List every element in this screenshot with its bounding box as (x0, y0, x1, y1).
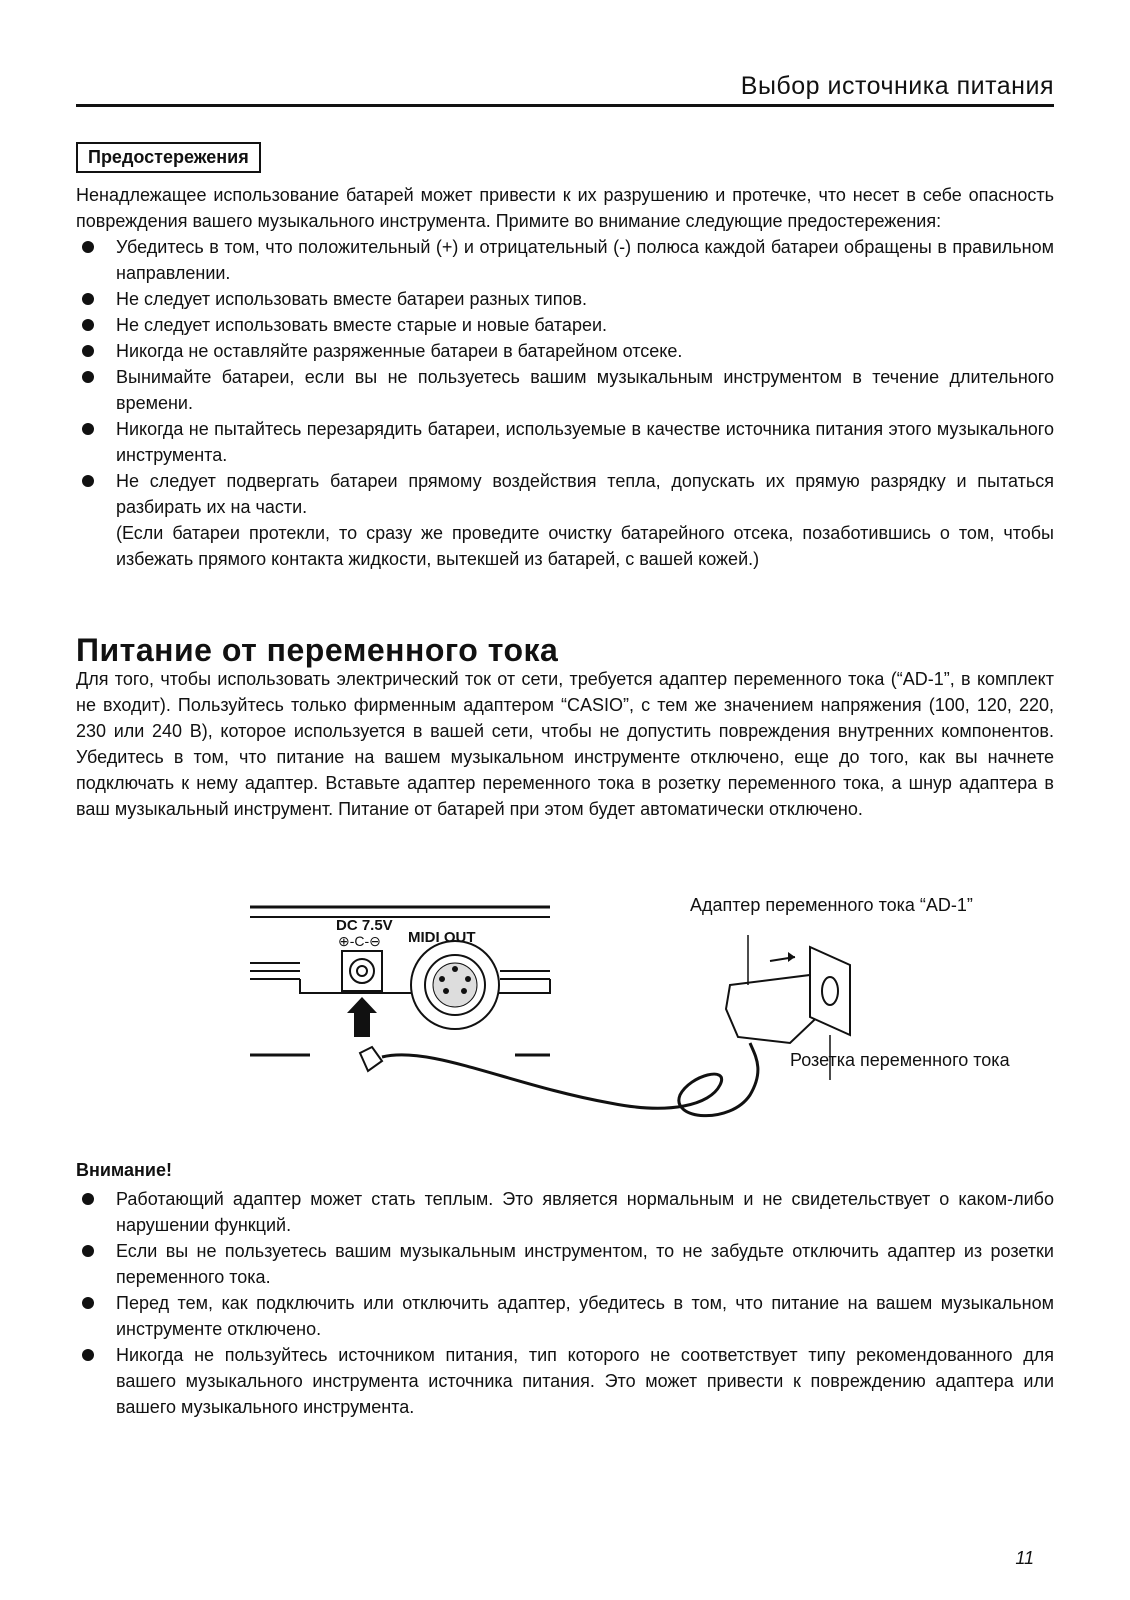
bullet-icon (82, 1297, 94, 1309)
adapter-label: Адаптер переменного тока “AD-1” (690, 895, 973, 915)
list-item: Не следует использовать вместе старые и новые батареи. (76, 312, 1054, 338)
bullet-icon (82, 475, 94, 487)
attention-heading: Внимание! (76, 1160, 172, 1180)
polarity-symbol: ⊕-C-⊖ (338, 933, 381, 949)
bullet-icon (82, 423, 94, 435)
midi-out-label: MIDI OUT (408, 929, 476, 946)
bullet-icon (82, 345, 94, 357)
dc-jack-label: DC 7.5V (336, 917, 393, 934)
list-item: Никогда не оставляйте разряженные батареи в батарейном отсеке. (76, 338, 1054, 364)
bullet-icon (82, 319, 94, 331)
list-item: Вынимайте батареи, если вы не пользуетесь вашим музыкальным инструментом в течение длительного времени. (76, 364, 1054, 416)
bullet-icon (82, 293, 94, 305)
bullet-icon (82, 1245, 94, 1257)
section-header-title: Выбор источника питания (740, 72, 1054, 100)
list-item: Работающий адаптер может стать теплым. Это является нормальным и не свидетельствует о каком-либо нарушении функций. (76, 1186, 1054, 1238)
attention-list (76, 1186, 1054, 1420)
list-item: Не следует подвергать батареи прямому воздействия тепла, допускать их прямую разрядку и пытаться разбирать их на части. (76, 468, 1054, 520)
list-item: Не следует использовать вместе батареи разных типов. (76, 286, 1054, 312)
ac-section-title: Питание от переменного тока (76, 632, 559, 668)
bullet-icon (82, 1349, 94, 1361)
precautions-label: Предостережения (76, 142, 261, 173)
list-item: Никогда не пользуйтесь источником питания, тип которого не соответствует типу рекомендованного для вашего музыкального инструмента источника питания. Это может привести к повреждению адаптера или вашего музыкального инструмента. (76, 1342, 1054, 1420)
page-number: 11 (1015, 1548, 1034, 1568)
bullet-icon (82, 241, 94, 253)
bullet-icon (82, 371, 94, 383)
precautions-note: (Если батареи протекли, то сразу же проведите очистку батарейного отсека, позаботившись о том, чтобы избежать прямого контакта жидкости, вытекшей из батарей, с вашей кожей.) (116, 523, 1054, 569)
header-rule (76, 104, 1054, 107)
list-item: Убедитесь в том, что положительный (+) и отрицательный (-) полюса каждой батареи обращены в правильном направлении. (76, 234, 1054, 286)
bullet-icon (82, 1193, 94, 1205)
adapter-connection-diagram (250, 895, 1050, 1145)
list-item: Если вы не пользуетесь вашим музыкальным инструментом, то не забудьте отключить адаптер из розетки переменного тока. (76, 1238, 1054, 1290)
list-item: Никогда не пытайтесь перезарядить батареи, используемые в качестве источника питания этого музыкального инструмента. (76, 416, 1054, 468)
precautions-list (76, 234, 1054, 572)
list-item: Перед тем, как подключить или отключить адаптер, убедитесь в том, что питание на вашем музыкальном инструменте отключено. (76, 1290, 1054, 1342)
precautions-intro: Ненадлежащее использование батарей может привести к их разрушению и протечке, что несет в себе опасность повреждения вашего музыкального инструмента. Примите во внимание следующие предостережения: (76, 185, 1054, 231)
outlet-label: Розетка переменного тока (790, 1050, 1010, 1070)
ac-section-body: Для того, чтобы использовать электрический ток от сети, требуется адаптер переменного тока (“AD-1”, в комплект не входит). Пользуйтесь только фирменным адаптером “CASIO”, с тем же значением напряжения (100, 120, 220, 230 или 240 В), которое используется в вашей сети, чтобы не допустить повреждения внутренних компонентов. Убедитесь в том, что питание на вашем музыкальном инструменте отключено, еще до того, как вы начнете подключать к нему адаптер. Вставьте адаптер переменного тока в розетку переменного тока, а шнур адаптера в ваш музыкальный инструмент. Питание от батарей при этом будет автоматически отключено. (76, 669, 1054, 819)
